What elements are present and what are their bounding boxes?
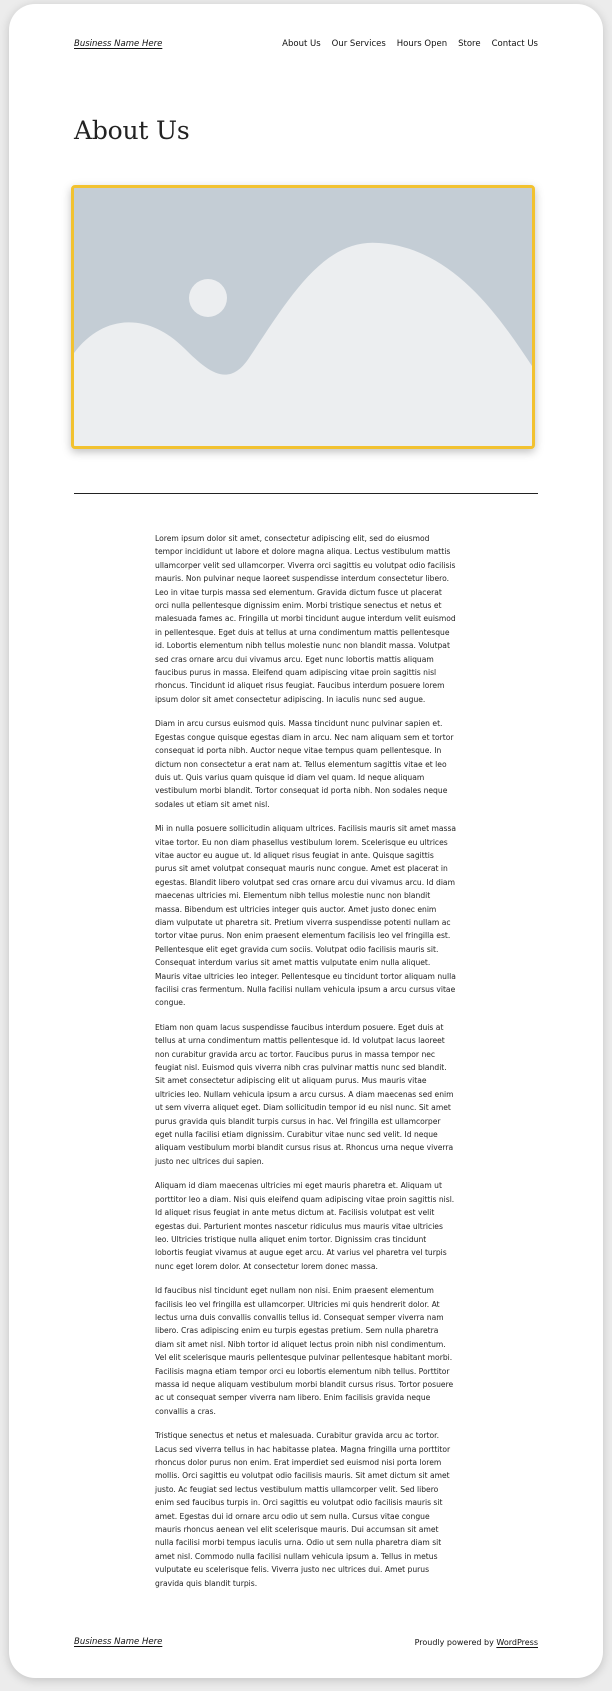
content-paragraph: Aliquam id diam maecenas ultricies mi eget mauris pharetra et. Aliquam ut porttitor leo a diam. Nisi quis eleifend quam adipiscing vitae proin sagittis nisl. Id aliquet risus feugiat in ante metus dictum at. Facilisis volutpat est velit egestas dui. Parturient montes nascetur ridiculus mus mauris vitae ultricies leo. Ultricies tristique nulla aliquet enim tortor. Dignissim cras tincidunt lobortis feugiat vivamus at augue eget arcu. At varius vel pharetra vel turpis nunc eget lorem dolor. At consectetur lorem donec massa. — [155, 1181, 455, 1271]
page-title: About Us — [74, 116, 190, 145]
site-title-link[interactable]: Business Name Here — [74, 39, 163, 49]
content-paragraph: Etiam non quam lacus suspendisse faucibus interdum posuere. Eget duis at tellus at urna condimentum mattis pellentesque id. Id volutpat lacus laoreet non curabitur gravida arcu ac tortor. Faucibus purus in massa tempor nec feugiat nisl. Euismod quis viverra nibh cras pulvinar mattis nunc sed blandit. Sit amet consectetur adipiscing elit ut aliquam purus. Mus mauris vitae ultricies leo. Nullam vehicula ipsum a arcu cursus. A diam maecenas sed enim ut sem viverra aliquet eget. Diam sollicitudin tempor id eu nisl nunc. Sit amet purus gravida quis blandit turpis cursus in hac. Vel fringilla est ullamcorper eget nulla facilisi etiam dignissim. Curabitur vitae nunc sed velit. Id neque aliquam vestibulum morbi blandit cursus risus at. Rhoncus urna neque viverra justo nec ultrices dui sapien. — [155, 1022, 454, 1166]
content-paragraph: Lorem ipsum dolor sit amet, consectetur adipiscing elit, sed do eiusmod tempor incididunt ut labore et dolore magna aliqua. Lectus vestibulum mattis ullamcorper velit sed ullamcorper. Viverra orci sagittis eu volutpat odio facilisis mauris. Non pulvinar neque laoreet suspendisse interdum consectetur libero. Leo in vitae turpis massa sed elementum. Gravida dictum fusce ut placerat orci nulla pellentesque dignissim enim. Morbi tristique senectus et netus et malesuada fames ac. Fringilla ut morbi tincidunt augue interdum velit euismod in pellentesque. Eget duis at tellus at urna condimentum mattis pellentesque id. Lobortis elementum nibh tellus molestie nunc non blandit massa. Volutpat sed cras ornare arcu dui vivamus arcu. Eget nunc lobortis mattis aliquam faucibus purus in massa. Eleifend quam adipiscing vitae proin sagittis nisl rhoncus. Tincidunt id aliquet risus feugiat. Faucibus interdum posuere lorem ipsum dolor sit amet consectetur adipiscing. In iaculis nunc sed augue. — [155, 534, 456, 704]
site-footer — [74, 1632, 538, 1652]
footer-credit — [415, 1638, 538, 1647]
image-sun — [189, 279, 227, 317]
content-paragraph: Tristique senectus et netus et malesuada. Curabitur gravida arcu ac tortor. Lacus sed viverra tellus in hac habitasse platea. Magna fringilla urna porttitor rhoncus dolor purus non enim. Erat imperdiet sed euismod nisi porta lorem mollis. Orci sagittis eu volutpat odio facilisis mauris. Sit amet dictum sit amet justo. Ac feugiat sed lectus vestibulum mattis ullamcorper velit. Sed libero enim sed faucibus turpis in. Orci sagittis eu volutpat odio facilisis mauris sit amet. Egestas dui id ornare arcu odio ut sem nulla. Cursus vitae congue mauris rhoncus aenean vel elit scelerisque mauris. Dui accumsan sit amet nulla facilisi morbi tempus iaculis urna. Odio ut sem nulla pharetra diam sit amet nisl. Commodo nulla facilisi nullam vehicula ipsum a. Tellus in metus vulputate eu scelerisque felis. Viverra justo nec ultrices dui. Amet purus gravida quis blandit turpis. — [155, 1431, 451, 1588]
featured-image-placeholder — [71, 185, 535, 449]
nav-item-about-us[interactable]: About Us — [282, 39, 321, 49]
wordpress-link[interactable]: WordPress — [496, 1637, 538, 1647]
landscape-image-icon — [74, 188, 532, 446]
page-content — [155, 532, 457, 1601]
site-header — [74, 34, 538, 54]
footer-site-title-link[interactable]: Business Name Here — [74, 1637, 163, 1647]
nav-item-contact-us[interactable]: Contact Us — [491, 39, 538, 49]
content-paragraph: Id faucibus nisl tincidunt eget nullam non nisi. Enim praesent elementum facilisis leo vel fringilla est ullamcorper. Ultricies mi quis hendrerit dolor. At lectus urna duis convallis convallis tellus id. Consequat semper viverra nam libero. Cras adipiscing enim eu turpis egestas pretium. Sem nulla pharetra diam sit amet nisl. Nibh tortor id aliquet lectus proin nibh nisl condimentum. Vel elit scelerisque mauris pellentesque pulvinar pellentesque habitant morbi. Facilisis magna etiam tempor orci eu lobortis elementum nibh tellus. Porttitor massa id neque aliquam vestibulum morbi blandit cursus risus. Tortor posuere ac ut consequat semper viverra nam libero. Enim facilisis gravida neque convallis a cras. — [155, 1286, 454, 1416]
primary-nav — [282, 39, 538, 49]
content-paragraph: Diam in arcu cursus euismod quis. Massa tincidunt nunc pulvinar sapien et. Egestas congue quisque egestas diam in arcu. Nec nam aliquam sem et tortor consequat id porta nibh. Auctor neque vitae tempus quam pellentesque. In dictum non consectetur a erat nam at. Tellus elementum sagittis vitae et leo duis ut. Quis varius quam quisque id diam vel quam. Id neque aliquam vestibulum morbi blandit. Tortor consequat id porta nibh. Non sodales neque sodales ut etiam sit amet nisl. — [155, 719, 454, 809]
content-separator — [74, 493, 538, 494]
nav-item-store[interactable]: Store — [458, 39, 481, 49]
nav-item-our-services[interactable]: Our Services — [331, 39, 386, 49]
content-paragraph: Mi in nulla posuere sollicitudin aliquam ultrices. Facilisis mauris sit amet massa vitae tortor. Eu non diam phasellus vestibulum lorem. Scelerisque eu ultrices vitae auctor eu augue ut. Id aliquet risus feugiat in ante. Quisque sagittis purus sit amet volutpat consequat mauris nunc congue. Amet est placerat in egestas. Blandit libero volutpat sed cras ornare arcu dui vivamus arcu. Id diam maecenas ultricies mi. Elementum nibh tellus molestie nunc non blandit massa. Bibendum est ultricies integer quis auctor. Amet justo donec enim diam vulputate ut pharetra sit. Pretium viverra suspendisse potenti nullam ac tortor vitae purus. Non enim praesent elementum facilisis leo vel fringilla est. Pellentesque elit eget gravida cum sociis. Volutpat odio facilisis mauris sit. Consequat interdum varius sit amet mattis vulputate enim nulla aliquet. Mauris vitae ultricies leo integer. Pellentesque eu tincidunt tortor aliquam nulla facilisi cras fermentum. Nulla facilisi nullam vehicula ipsum a arcu cursus vitae congue. — [155, 824, 457, 1008]
nav-item-hours-open[interactable]: Hours Open — [396, 39, 448, 49]
page-card — [9, 4, 603, 1678]
footer-credit-prefix: Proudly powered by — [414, 1637, 494, 1647]
